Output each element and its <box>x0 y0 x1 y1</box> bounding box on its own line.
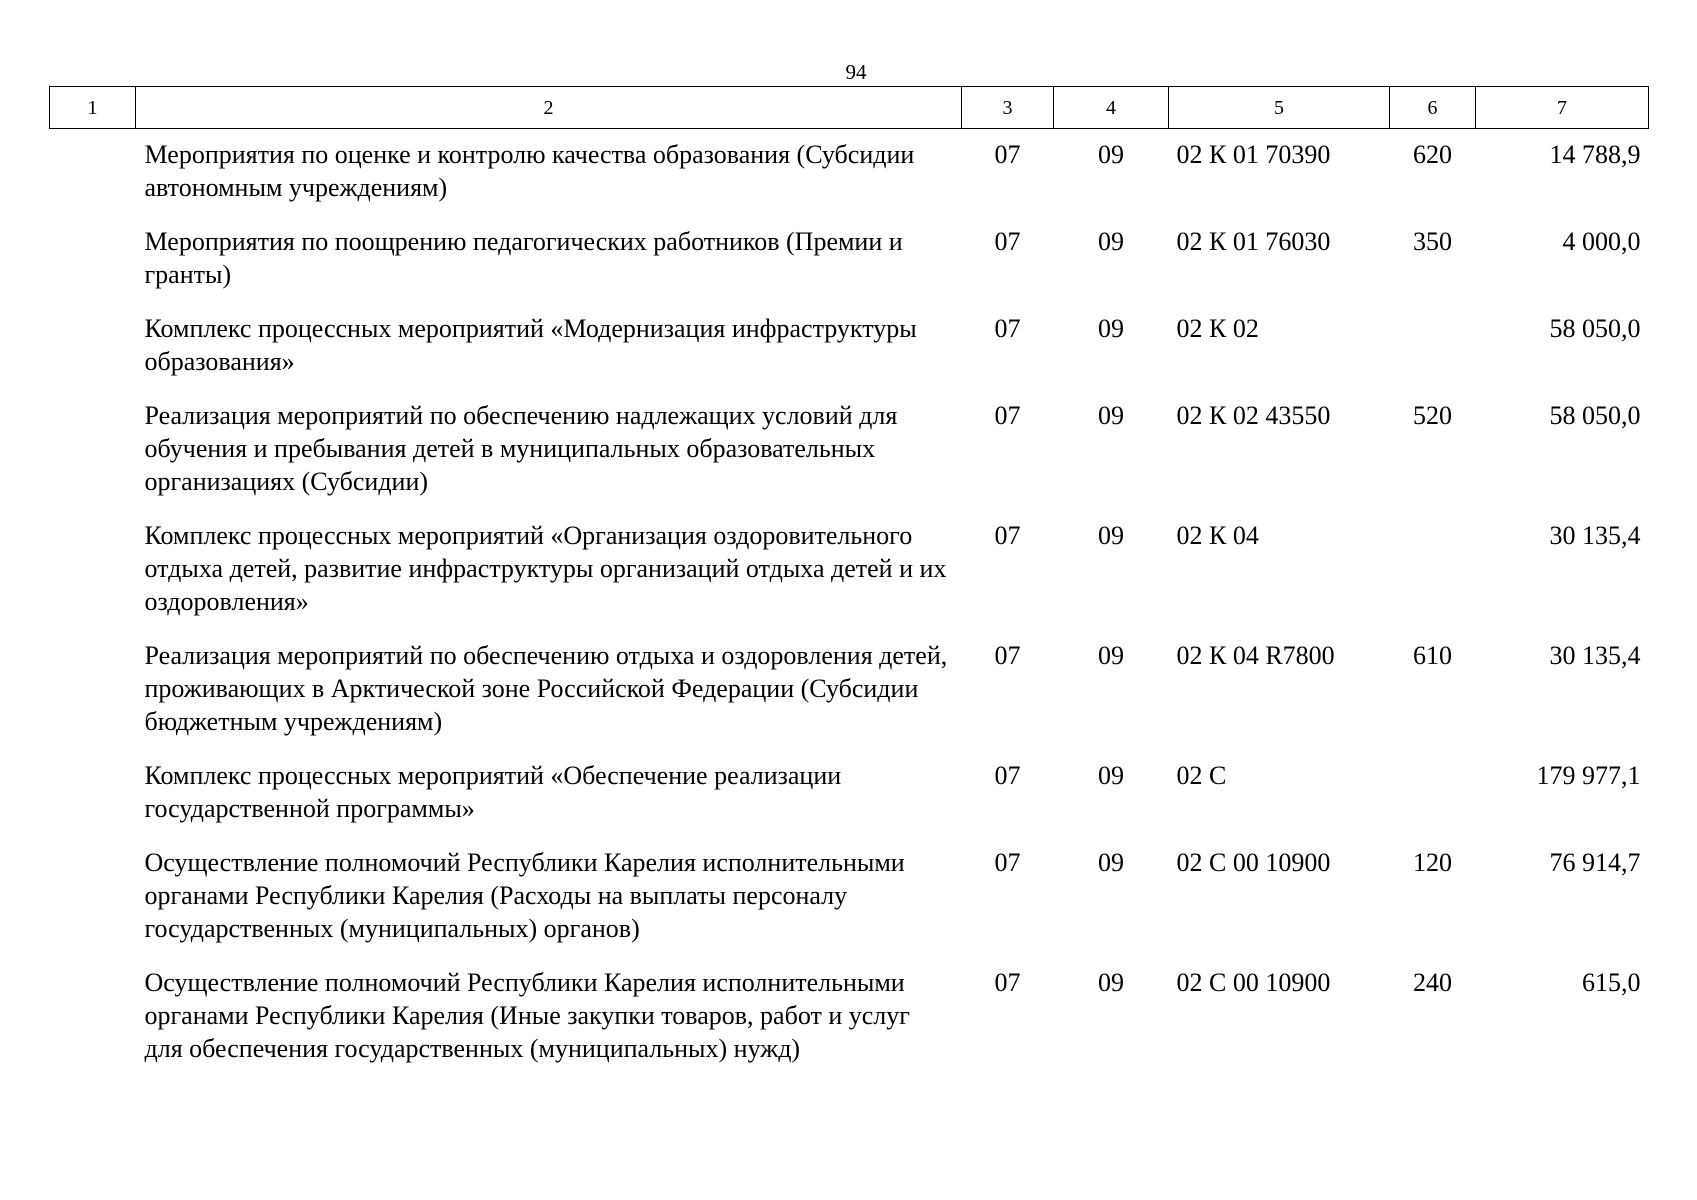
row-amount: 58 050,0 <box>1549 401 1641 430</box>
row-section: 07 <box>994 968 1021 997</box>
header-row <box>50 87 1649 129</box>
row-expense-type <box>1390 748 1476 835</box>
row-amount: 179 977,1 <box>1536 761 1641 790</box>
row-target-article: 02 К 04 <box>1176 521 1259 550</box>
row-subsection: 09 <box>1098 848 1124 877</box>
row-col1 <box>50 129 136 215</box>
row-subsection: 09 <box>1098 521 1124 550</box>
row-expense-type: 620 <box>1413 140 1452 169</box>
row-subsection: 09 <box>1098 401 1124 430</box>
row-subsection: 09 <box>1098 761 1124 790</box>
row-expense-type <box>1390 301 1476 388</box>
row-section: 07 <box>994 227 1021 256</box>
row-expense-type: 610 <box>1413 641 1452 670</box>
row-section: 07 <box>994 848 1021 877</box>
table-header <box>50 87 1649 129</box>
row-col1 <box>50 214 136 301</box>
row-col1 <box>50 508 136 628</box>
row-section: 07 <box>994 521 1021 550</box>
row-name: Мероприятия по поощрению педагогических работников (Премии и гранты) <box>144 227 903 289</box>
row-col1 <box>50 955 136 1075</box>
row-amount: 30 135,4 <box>1549 521 1641 550</box>
row-amount: 14 788,9 <box>1549 140 1641 169</box>
row-name: Реализация мероприятий по обеспечению отдыха и оздоровления детей, проживающих в Арктической зоне Российской Федерации (Субсидии бюджетным учреждениям) <box>144 641 948 736</box>
row-amount: 30 135,4 <box>1549 641 1641 670</box>
table-row <box>50 388 1649 508</box>
row-amount: 615,0 <box>1582 968 1641 997</box>
row-target-article: 02 С 00 10900 <box>1176 848 1331 877</box>
row-section: 07 <box>994 761 1021 790</box>
row-subsection: 09 <box>1098 314 1124 343</box>
row-expense-type <box>1390 508 1476 628</box>
row-target-article: 02 К 04 R7800 <box>1176 641 1335 670</box>
row-amount: 76 914,7 <box>1549 848 1641 877</box>
table-row <box>50 508 1649 628</box>
page-number: 94 <box>845 60 867 84</box>
row-subsection: 09 <box>1098 641 1124 670</box>
row-target-article: 02 С <box>1176 761 1227 790</box>
row-subsection: 09 <box>1098 140 1124 169</box>
row-name: Комплекс процессных мероприятий «Модернизация инфраструктуры образования» <box>144 314 917 376</box>
table-row <box>50 628 1649 748</box>
column-header-7: 7 <box>1476 87 1649 129</box>
row-expense-type: 350 <box>1413 227 1452 256</box>
row-target-article: 02 К 01 70390 <box>1176 140 1331 169</box>
row-name: Осуществление полномочий Республики Карелия исполнительными органами Республики Карелия (Расходы на выплаты персоналу государственных (муниципальных) органов) <box>144 848 905 943</box>
column-header-6: 6 <box>1390 87 1476 129</box>
table-row <box>50 835 1649 955</box>
row-target-article: 02 К 02 <box>1176 314 1259 343</box>
column-header-4: 4 <box>1054 87 1169 129</box>
table-body <box>50 129 1649 1076</box>
row-subsection: 09 <box>1098 227 1124 256</box>
row-target-article: 02 К 02 43550 <box>1176 401 1331 430</box>
row-amount: 58 050,0 <box>1549 314 1641 343</box>
row-name: Комплекс процессных мероприятий «Обеспечение реализации государственной программы» <box>144 761 842 823</box>
table-row <box>50 129 1649 215</box>
column-header-2: 2 <box>136 87 962 129</box>
row-target-article: 02 К 01 76030 <box>1176 227 1331 256</box>
row-name: Комплекс процессных мероприятий «Организация оздоровительного отдыха детей, развитие инфраструктуры организаций отдыха детей и их оздоровления» <box>144 521 947 616</box>
row-expense-type: 120 <box>1413 848 1452 877</box>
row-name: Реализация мероприятий по обеспечению надлежащих условий для обучения и пребывания детей в муниципальных образовательных организациях (Субсидии) <box>144 401 898 496</box>
table-row <box>50 955 1649 1075</box>
row-amount: 4 000,0 <box>1562 227 1641 256</box>
row-col1 <box>50 748 136 835</box>
row-section: 07 <box>994 641 1021 670</box>
row-target-article: 02 С 00 10900 <box>1176 968 1331 997</box>
row-col1 <box>50 388 136 508</box>
table-row <box>50 301 1649 388</box>
table-row <box>50 214 1649 301</box>
row-section: 07 <box>994 140 1021 169</box>
row-section: 07 <box>994 314 1021 343</box>
row-name: Мероприятия по оценке и контролю качества образования (Субсидии автономным учреждениям) <box>144 140 915 202</box>
row-expense-type: 520 <box>1413 401 1452 430</box>
row-subsection: 09 <box>1098 968 1124 997</box>
row-col1 <box>50 301 136 388</box>
row-col1 <box>50 628 136 748</box>
row-section: 07 <box>994 401 1021 430</box>
column-header-3: 3 <box>962 87 1054 129</box>
column-header-1: 1 <box>50 87 136 129</box>
budget-table <box>49 86 1649 1075</box>
row-expense-type: 240 <box>1413 968 1452 997</box>
row-name: Осуществление полномочий Республики Карелия исполнительными органами Республики Карелия (Иные закупки товаров, работ и услуг для обеспечения государственных (муниципальных) нужд) <box>144 968 910 1063</box>
row-col1 <box>50 835 136 955</box>
table-row <box>50 748 1649 835</box>
column-header-5: 5 <box>1169 87 1390 129</box>
